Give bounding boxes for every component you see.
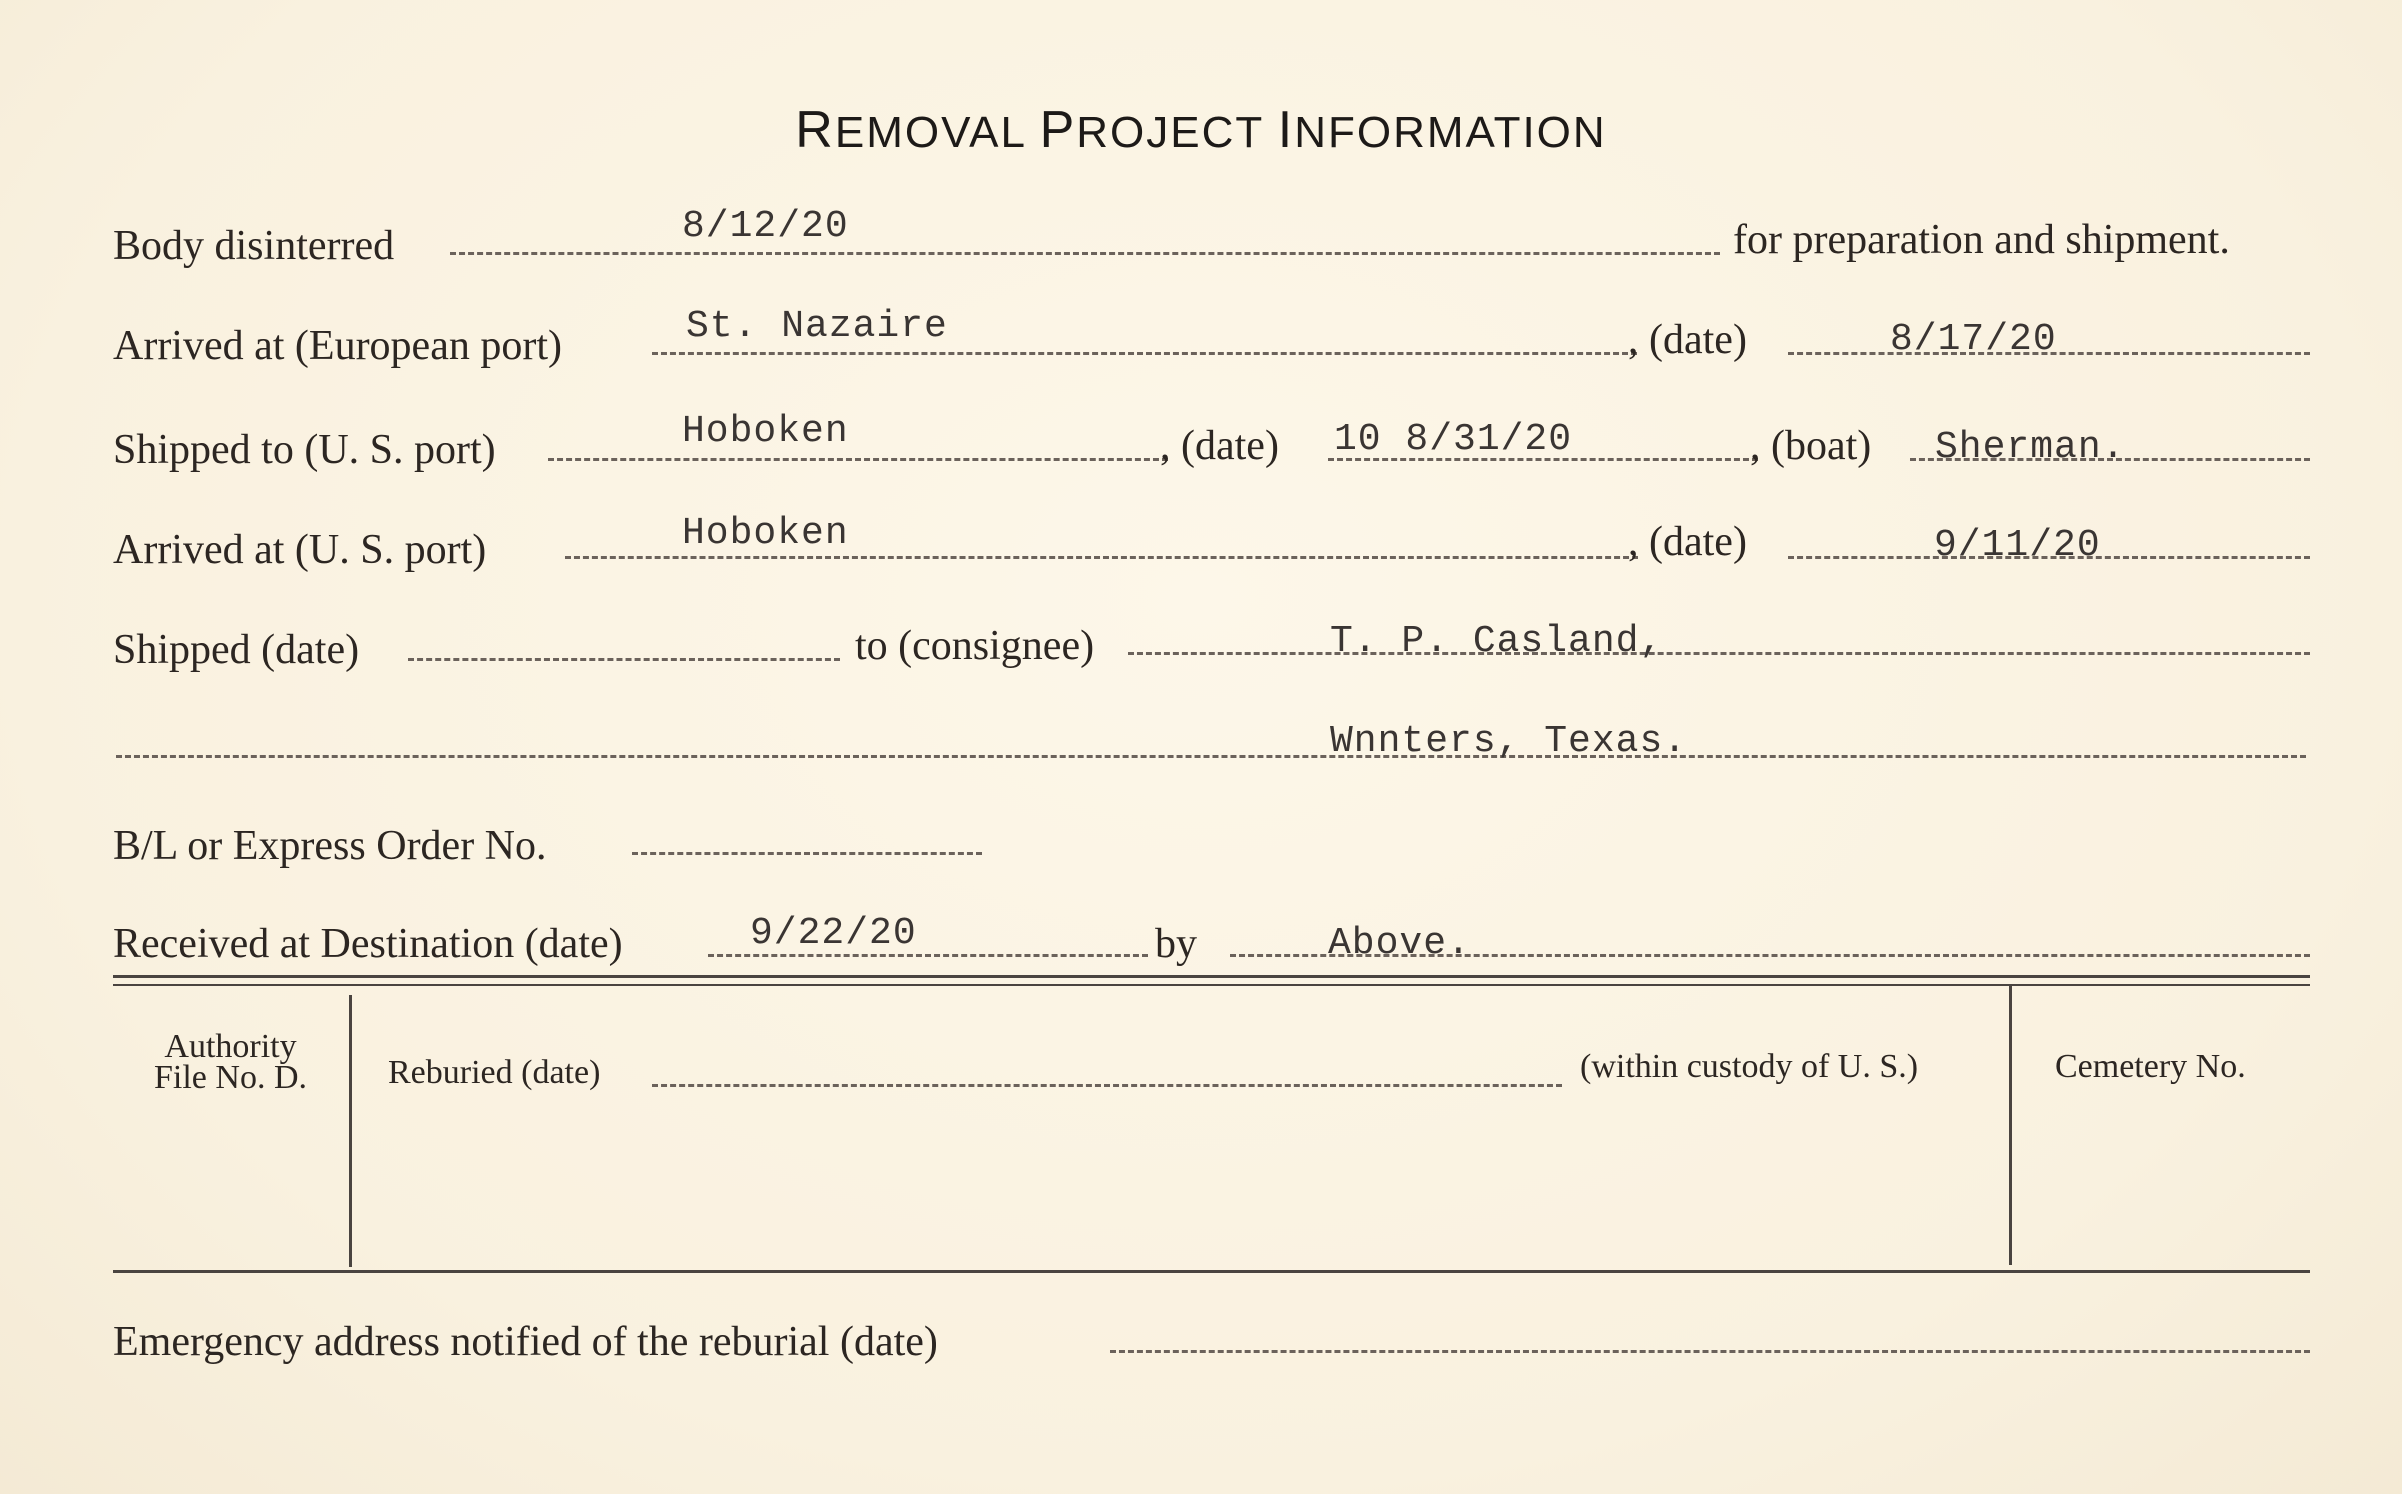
- dotted-line: [652, 352, 1637, 355]
- shipped-us-port-label: Shipped to (U. S. port): [113, 427, 496, 473]
- received-by-value: Above.: [1328, 922, 1471, 965]
- bl-express-order-label: B/L or Express Order No.: [113, 823, 547, 869]
- body-disinterred-label: Body disinterred: [113, 223, 395, 269]
- body-disinterred-value: 8/12/20: [682, 205, 849, 248]
- consignee-address: Wnnters, Texas.: [1330, 720, 1688, 763]
- authority-label-line1: Authority: [164, 1028, 297, 1065]
- emergency-address-label: Emergency address notified of the reburial (date): [113, 1319, 938, 1365]
- table-bottom-rule: [113, 1270, 2310, 1273]
- consignee-name: T. P. Casland,: [1330, 620, 1664, 663]
- received-destination-label: Received at Destination (date): [113, 921, 623, 967]
- boat-value: Sherman.: [1935, 426, 2126, 469]
- table-top-rule: [113, 975, 2310, 978]
- received-date-value: 9/22/20: [750, 912, 917, 955]
- dotted-line: [548, 458, 1168, 461]
- authority-label-line2: File No. D.: [154, 1059, 307, 1096]
- european-arrival-date: 8/17/20: [1890, 318, 2057, 361]
- european-port-value: St. Nazaire: [686, 305, 948, 348]
- table-divider: [2009, 985, 2012, 1265]
- dotted-line: [116, 755, 2306, 758]
- date-label: , (date): [1160, 423, 1279, 469]
- boat-label: , (boat): [1750, 423, 1872, 469]
- dotted-line: [652, 1084, 1562, 1087]
- arrived-european-port-label: Arrived at (European port): [113, 323, 562, 369]
- date-label: , (date): [1628, 519, 1747, 565]
- preparation-shipment-label: for preparation and shipment.: [1733, 217, 2230, 263]
- shipped-date-value: 10 8/31/20: [1334, 418, 1573, 461]
- arrived-us-port-label: Arrived at (U. S. port): [113, 527, 487, 573]
- dotted-line: [408, 658, 840, 661]
- dotted-line: [1128, 652, 2310, 655]
- custody-label: (within custody of U. S.): [1580, 1048, 1919, 1085]
- us-port-value: Hoboken: [682, 410, 849, 453]
- reburied-date-label: Reburied (date): [388, 1054, 601, 1091]
- table-top-rule: [113, 984, 2310, 986]
- us-arrival-date: 9/11/20: [1934, 524, 2101, 567]
- us-arrival-port-value: Hoboken: [682, 512, 849, 555]
- by-label: by: [1155, 921, 1197, 967]
- dotted-line: [632, 852, 982, 855]
- table-divider: [349, 995, 352, 1267]
- consignee-label: to (consignee): [855, 623, 1095, 669]
- cemetery-number-label: Cemetery No.: [2055, 1048, 2246, 1085]
- date-label: , (date): [1628, 317, 1747, 363]
- shipped-date-label: Shipped (date): [113, 627, 360, 673]
- page-title: REMOVAL PROJECT INFORMATION: [795, 101, 1607, 159]
- dotted-line: [565, 556, 1638, 559]
- dotted-line: [1110, 1350, 2310, 1353]
- dotted-line: [450, 252, 1720, 255]
